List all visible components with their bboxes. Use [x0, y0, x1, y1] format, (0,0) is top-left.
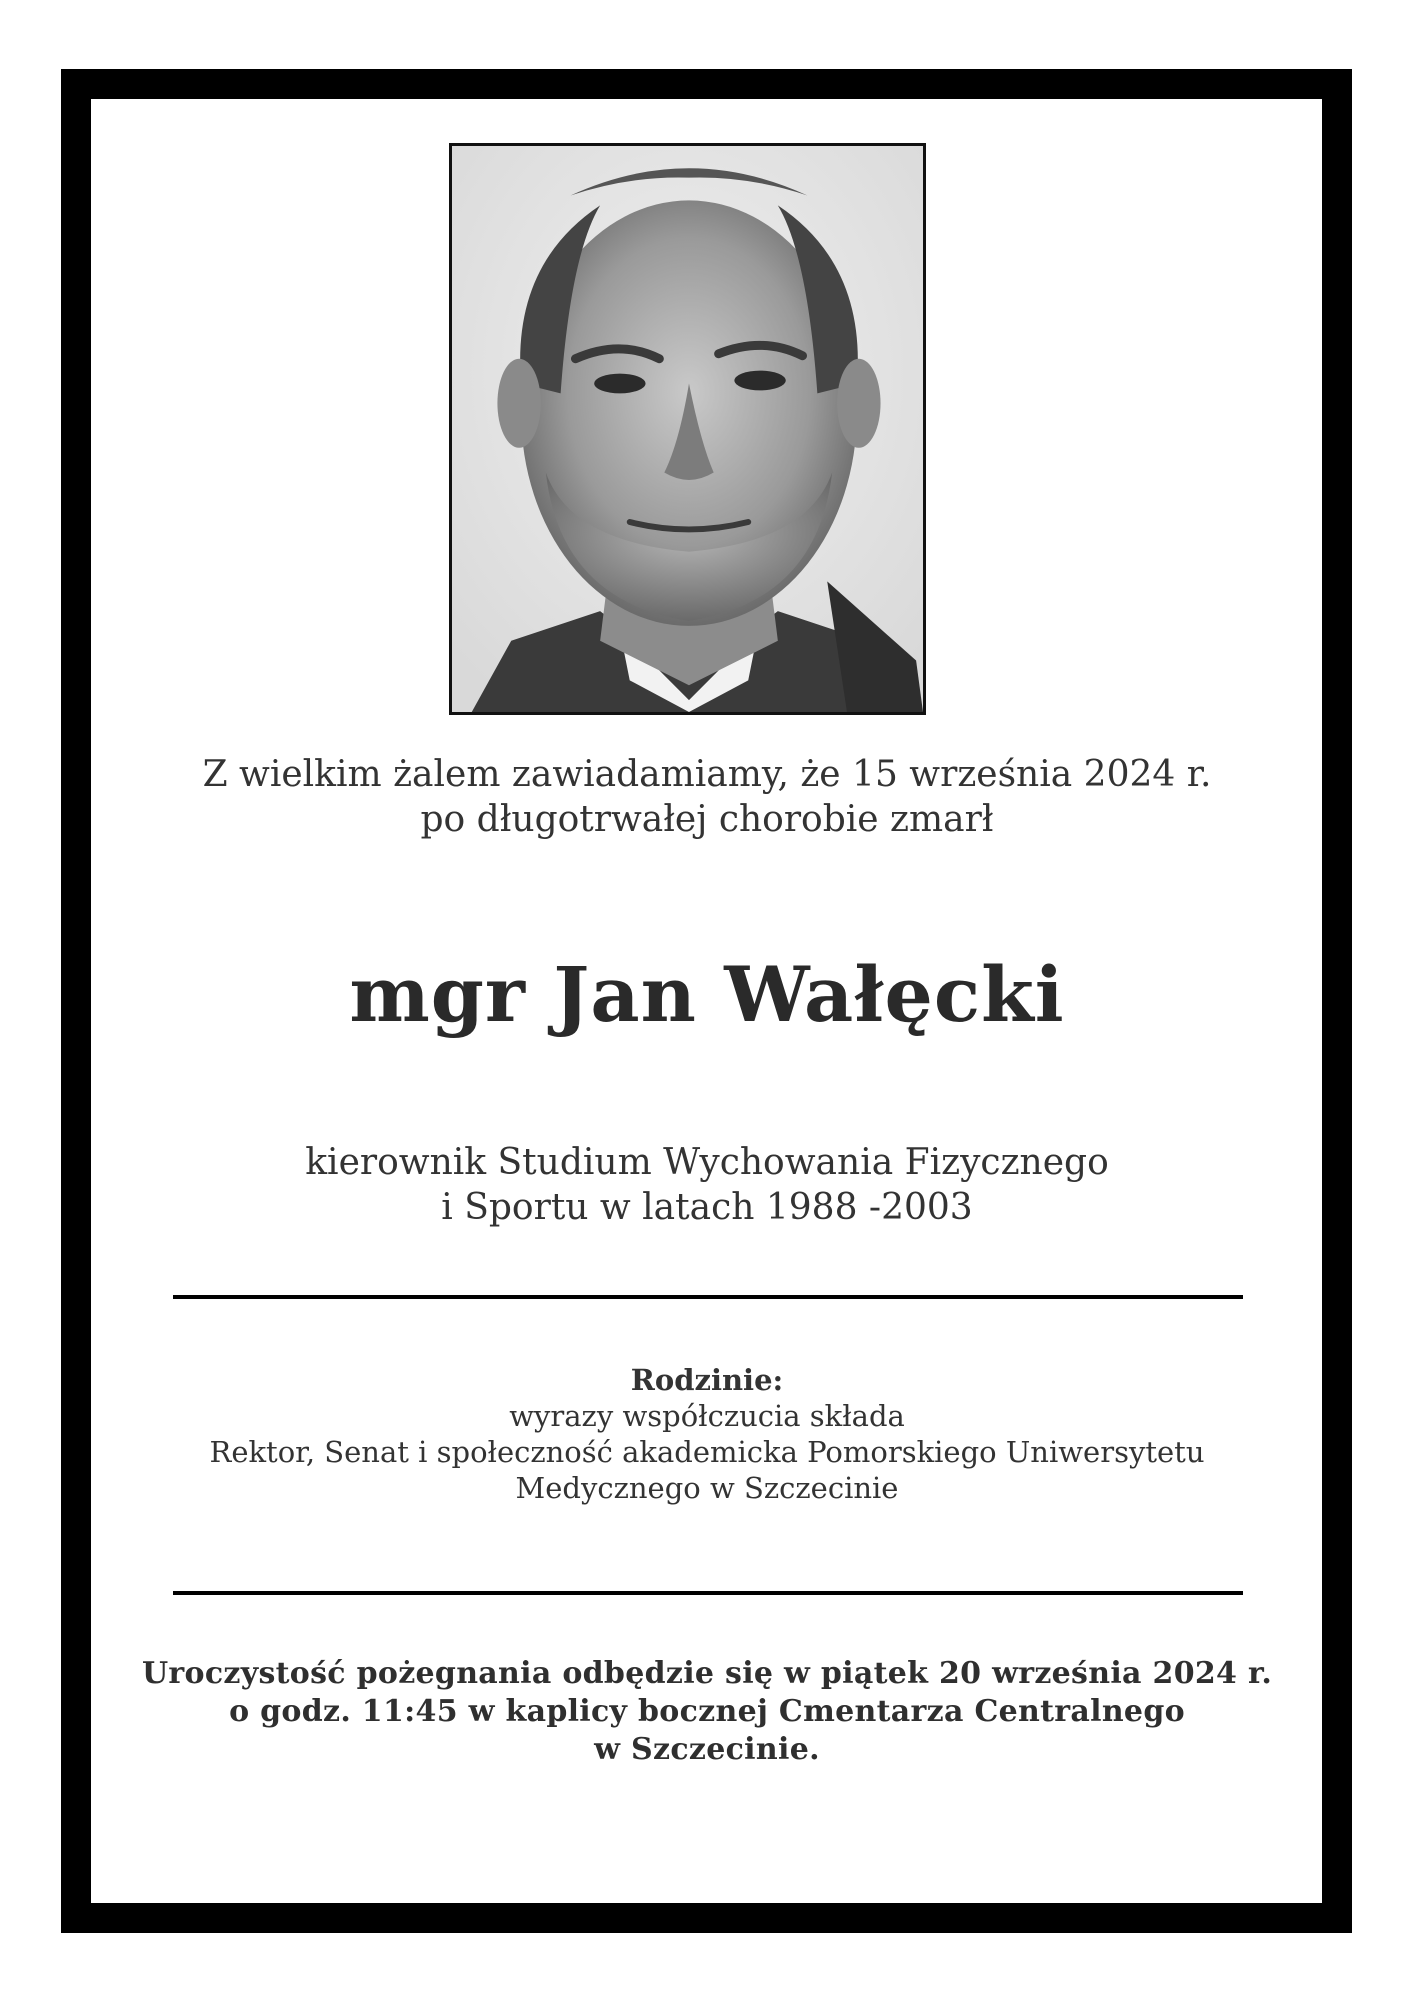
condolences-heading: Rodzinie: [630, 1363, 784, 1397]
condolences-line-2: Rektor, Senat i społeczność akademicka Pomorskiego Uniwersytetu [209, 1435, 1205, 1469]
condolences-line-1: wyrazy współczucia składa [509, 1399, 905, 1433]
deceased-role [0, 1140, 1414, 1230]
divider-bottom [173, 1591, 1243, 1595]
announcement-line-1: Z wielkim żalem zawiadamiamy, że 15 września 2024 r. [202, 754, 1212, 795]
divider-top [173, 1295, 1243, 1299]
portrait-image [452, 146, 923, 712]
deceased-name: mgr Jan Wałęcki [349, 950, 1065, 1039]
condolences-block [0, 1362, 1414, 1506]
role-line-2: i Sportu w latach 1988 -2003 [441, 1187, 973, 1228]
announcement-line-2: po długotrwałej chorobie zmarł [420, 799, 994, 840]
ceremony-line-3: w Szczecinie. [594, 1732, 820, 1767]
announcement-text [0, 752, 1414, 842]
role-line-1: kierownik Studium Wychowania Fizycznego [305, 1142, 1109, 1183]
ceremony-info [0, 1655, 1414, 1769]
ceremony-line-1: Uroczystość pożegnania odbędzie się w piątek 20 września 2024 r. [141, 1656, 1273, 1691]
ceremony-line-2: o godz. 11:45 w kaplicy bocznej Cmentarza Centralnego [229, 1694, 1185, 1729]
condolences-line-3: Medycznego w Szczecinie [515, 1471, 899, 1505]
portrait-photo [449, 143, 926, 715]
